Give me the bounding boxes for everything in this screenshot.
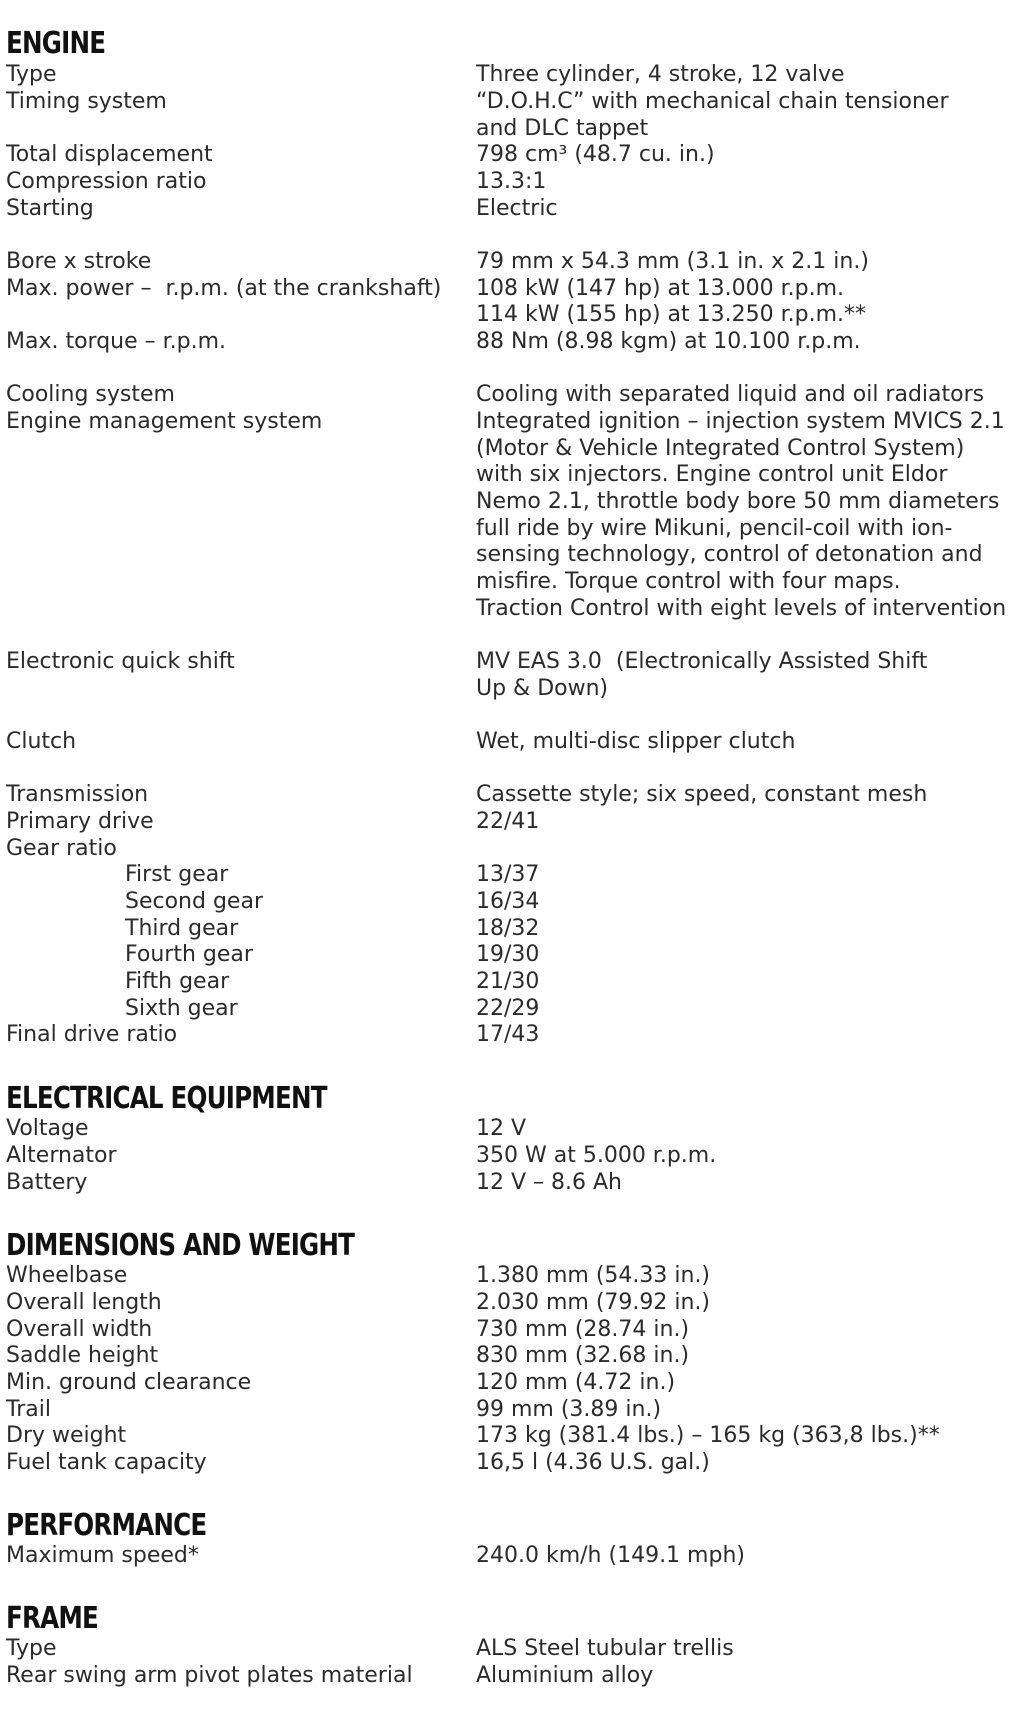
spec-label: Max. power – r.p.m. (at the crankshaft) (6, 276, 442, 301)
spec-value: Cooling with separated liquid and oil radiators (476, 382, 985, 407)
spec-value: 830 mm (32.68 in.) (476, 1343, 690, 1368)
spec-label: Trail (6, 1397, 51, 1422)
spec-value: 21/30 (476, 969, 540, 994)
spec-label: Clutch (6, 729, 77, 754)
spec-value: 173 kg (381.4 lbs.) – 165 kg (363,8 lbs.)** (476, 1423, 940, 1448)
spec-label: Rear swing arm pivot plates material (6, 1663, 413, 1688)
spec-value: Cassette style; six speed, constant mesh (476, 782, 928, 807)
spec-value: 730 mm (28.74 in.) (476, 1317, 690, 1342)
spec-value: Up & Down) (476, 676, 609, 701)
spec-value: 13.3:1 (476, 169, 547, 194)
spec-value: Electric (476, 196, 558, 221)
spec-value: Integrated ignition – injection system MVICS 2.1 (476, 409, 1005, 434)
spec-value: 17/43 (476, 1022, 540, 1047)
spec-value: misfire. Torque control with four maps. (476, 569, 901, 594)
spec-label: Voltage (6, 1116, 89, 1141)
spec-label: First gear (125, 862, 229, 887)
spec-value: Three cylinder, 4 stroke, 12 valve (476, 62, 845, 87)
spec-value: 22/29 (476, 996, 540, 1021)
spec-label: Type (6, 1636, 57, 1661)
spec-value: 350 W at 5.000 r.p.m. (476, 1143, 717, 1168)
spec-value: 12 V (476, 1116, 527, 1141)
spec-value: (Motor & Vehicle Integrated Control System) (476, 436, 965, 461)
spec-value: Aluminium alloy (476, 1663, 654, 1688)
spec-value: 18/32 (476, 916, 540, 941)
spec-value: 114 kW (155 hp) at 13.250 r.p.m.** (476, 302, 866, 327)
spec-label: Gear ratio (6, 836, 117, 861)
spec-label: Third gear (125, 916, 239, 941)
spec-label: Wheelbase (6, 1263, 128, 1288)
spec-value: 13/37 (476, 862, 540, 887)
spec-label: Battery (6, 1170, 88, 1195)
spec-value: Wet, multi-disc slipper clutch (476, 729, 796, 754)
spec-label: Maximum speed* (6, 1543, 199, 1568)
spec-label: Overall width (6, 1317, 153, 1342)
spec-value: sensing technology, control of detonation and (476, 542, 983, 567)
spec-label: Starting (6, 196, 94, 221)
spec-label: Cooling system (6, 382, 175, 407)
spec-label: Saddle height (6, 1343, 159, 1368)
spec-value: 108 kW (147 hp) at 13.000 r.p.m. (476, 276, 844, 301)
spec-label: Overall length (6, 1290, 162, 1315)
spec-value: 1.380 mm (54.33 in.) (476, 1263, 711, 1288)
spec-value: 240.0 km/h (149.1 mph) (476, 1543, 745, 1568)
spec-value: 798 cm³ (48.7 cu. in.) (476, 142, 715, 167)
spec-value: 79 mm x 54.3 mm (3.1 in. x 2.1 in.) (476, 249, 869, 274)
spec-value: 12 V – 8.6 Ah (476, 1170, 622, 1195)
spec-label: Dry weight (6, 1423, 127, 1448)
spec-value: ALS Steel tubular trellis (476, 1636, 734, 1661)
spec-value: 2.030 mm (79.92 in.) (476, 1290, 711, 1315)
spec-value: 22/41 (476, 809, 540, 834)
spec-value: full ride by wire Mikuni, pencil-coil with ion- (476, 516, 953, 541)
spec-label: Total displacement (6, 142, 213, 167)
spec-label: Max. torque – r.p.m. (6, 329, 227, 354)
spec-label: Alternator (6, 1143, 117, 1168)
spec-value: 120 mm (4.72 in.) (476, 1370, 676, 1395)
spec-label: Sixth gear (125, 996, 238, 1021)
spec-value: Nemo 2.1, throttle body bore 50 mm diameters (476, 489, 1000, 514)
section-title: ELECTRICAL EQUIPMENT (6, 1081, 327, 1116)
spec-label: Bore x stroke (6, 249, 152, 274)
section-title: FRAME (6, 1601, 98, 1636)
section-title: PERFORMANCE (6, 1508, 207, 1543)
spec-label: Fuel tank capacity (6, 1450, 207, 1475)
spec-value: and DLC tappet (476, 116, 649, 141)
spec-value: with six injectors. Engine control unit Eldor (476, 462, 948, 487)
spec-value: MV EAS 3.0 (Electronically Assisted Shift (476, 649, 928, 674)
spec-label: Second gear (125, 889, 263, 914)
spec-label: Timing system (6, 89, 167, 114)
spec-label: Type (6, 62, 57, 87)
spec-value: 99 mm (3.89 in.) (476, 1397, 662, 1422)
spec-label: Electronic quick shift (6, 649, 235, 674)
spec-label: Primary drive (6, 809, 154, 834)
spec-label: Fifth gear (125, 969, 230, 994)
spec-label: Compression ratio (6, 169, 207, 194)
spec-value: 16,5 l (4.36 U.S. gal.) (476, 1450, 710, 1475)
section-title: ENGINE (6, 26, 106, 61)
spec-value: Traction Control with eight levels of intervention (476, 596, 1007, 621)
spec-value: “D.O.H.C” with mechanical chain tensioner (476, 89, 949, 114)
spec-value: 16/34 (476, 889, 540, 914)
spec-label: Min. ground clearance (6, 1370, 252, 1395)
spec-label: Fourth gear (125, 942, 253, 967)
spec-value: 88 Nm (8.98 kgm) at 10.100 r.p.m. (476, 329, 861, 354)
spec-label: Engine management system (6, 409, 323, 434)
section-title: DIMENSIONS AND WEIGHT (6, 1228, 355, 1263)
spec-label: Transmission (6, 782, 149, 807)
spec-label: Final drive ratio (6, 1022, 178, 1047)
spec-value: 19/30 (476, 942, 540, 967)
